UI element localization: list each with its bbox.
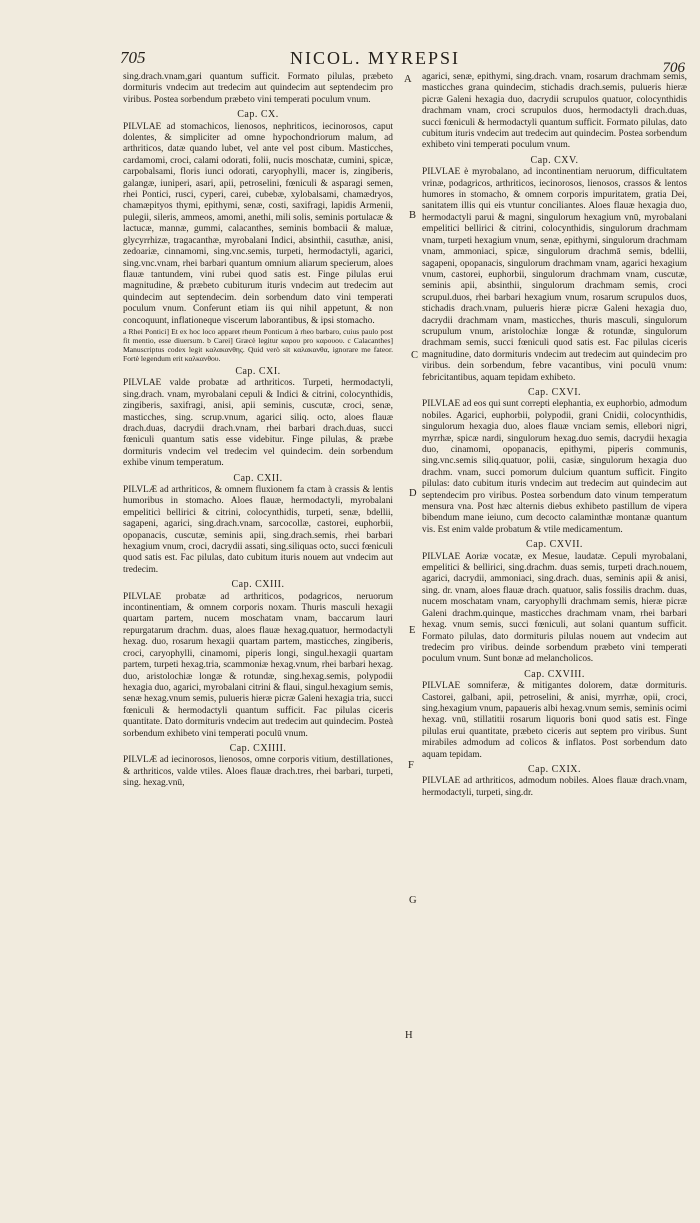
text-paragraph: agarici, senæ, epithymi, sing.drach. vnam, rosarum drachmam semis, masticches grana quindecim, stichadis drach.semis, pulueris hieræ picræ Galeni hexagia duo, dacrydii scrupulos quatuor, colocynthidis drachmam vnam, croci scrupulos duos, hermodactyli drach.duas, succi fœniculi & hermodactyli quantum sufficit. Formato pilulas, dato cubitum ituris vndecim aut tredecim aut quindecim. Postea sorbendum exhibeto vini temperati poculum vnum. (422, 72, 687, 151)
text-paragraph: PILVLÆ ad iecinorosos, lienosos, omne corporis vitium, destillationes, & arthriticos, valde vtiles. Aloes flauæ drach.tres, rhei barbari, turpeti, sing. hexag.vnū, (123, 755, 393, 789)
text-paragraph: PILVLAE Aoriæ vocatæ, ex Mesue, laudatæ. Cepuli myrobalani, empelitici & bellirici, sing.drachm. duas semis, turpeti drach.nouem, agarici, dacrydii, ammoniaci, sing.drach. duas, seminis apii & anisi, sing. dr. vnam, aloes flauæ drach. quatuor, salis fossilis drachm. duas, nucem moschatam vnam, caryophylli drachmam semis, hieræ picræ Galeni drachm.quinque, masticches drachmam vnam, rhei barbari hexag. vnum semis, succi fœniculi, aut solani quantum sufficit. Formato pilulas, dato dormituris pilulas nouem aut vndecim aut tredecim pro viribus. deinde sorbendum præbeto vini temperati poculum vnum. Sunt bonæ ad melancholicos. (422, 551, 687, 665)
page-header (120, 48, 685, 76)
text-paragraph: PILVLAE ad eos qui sunt correpti elephantia, ex euphorbio, admodum nobiles. Agarici, euphorbii, polypodii, grani Cnidii, colocynthidis, singulorum hexagia duo, aloes flauæ vnciam semis, ellebori nigri, myrrhæ, spicæ nardi, singulorum hexag.duo semis, dacrydii hexagia duo, cinamomi, opopanacis, epithymi, piperis communis, sing.vnc.semis siliq.quatuor, polii, casiæ, singulorum hexagia duo drachm. vnam, succi pomorum dulcium quantum sufficit. Fingito pilulas: dato cubitum ituris vndecim aut tredecim aut quindecim aut septendecim pro viribus. Postea sorbendum dato vinum temperatum mensura vna. Post hæc alternis diebus exhibeto pastillum de vipera bibendum mane ieiuno, cum decocto calaminthæ montanæ quantum vis. Est enim valde probatum & vtile medicamentum. (422, 399, 687, 535)
margin-letter-d: D (409, 488, 417, 499)
margin-letter-h: H (405, 1030, 413, 1041)
margin-letter-b: B (409, 210, 417, 221)
text-paragraph: PILVLAE ad arthriticos, admodum nobiles. Aloes flauæ drach.vnam, hermodactyli, turpeti, sing.dr. (422, 776, 687, 798)
right-text-column (422, 72, 687, 799)
margin-letter-e: E (409, 625, 416, 636)
text-paragraph: PILVLAE probatæ ad arthriticos, podagricos, neruorum incontinentiam, & omnem corporis noxam. Thuris masculi hexagii quartam partem, nucem moschatam vnam, baccarum lauri repurgatarum drachm. duas, aloes flauæ hexag.quatuor, hermodactyli hexag. duo, rosarum hexagii quartam partem, masticches, zingiberis, croci, caryophylli, cinamomi, piperis longi, singul.hexagii quartam partem, turpeti hexag.tria, scammoniæ hexag.vnum, rhei barbari hexag. duo, aristolochiæ longæ & rotundæ, sing.hexag.semis, polypodii hexagia duo, agarici, myrobalani citrini & flaui, singul.hexagium semis, senæ hexag.vnum semis, pulueris hieræ picræ Galeni hexagia tria, succi fœniculi & hermodactyli quantum sufficit. Fac pilulas ciceris quantitate. Dato dormituris vndecim aut tredecim aut quindecim. Posteà sorbendum exhibeto vini temperati poculū vnum. (123, 591, 393, 739)
margin-letter-f: F (408, 760, 414, 771)
chapter-heading: Cap. CXIIII. (229, 742, 287, 754)
text-paragraph: PILVLAE è myrobalano, ad incontinentiam neruorum, difficultatem vrinæ, podagricos, arthriticos, iecinorosos, lienosos, crassos & lentos humores in stomacho, & omnem corporis impuritatem, gratia Dei, sanitatem illis qui eis vtuntur conciliantes. Aloes flauæ hexagia duo, hermodactyli parui & magni, singulorum hexagium vnū, myrobalani empelitici bellirici & citrini, colocynthidis, singulorum drachmam vnam, turpeti hexagium vnum, senæ, epithymi, singulorum drachmam vnam, ammoniaci, spicæ, singulorum drachmā semis, bdellii, sagapeni, opopanacis, singulorum drachmam vnam, agarici hexagium vnum, castorei, euphorbii, singulorum drachmam vnam, cuscutæ, seminis apii, absinthii, singulorum drachmam semis, croci scrupul.duos, rhei barbari hexagium vnum, rosarum scrupulos duos, stichadis drach.vnam, pulueris hieræ picræ Galeni hexagia duo, dacrydii drachmam vnam, masticches, thuris masculi, singulorum scrupulum vnum, aristolochiæ longæ & rotundæ, singulorum drachmam semis, succi fœniculi quod satis est. Fac pilulas ciceris magnitudine, dato dormituris vndecim aut tredecim aut quindecim pro viribus. dein sorbendum, febre vacantibus, vini poculū vnum: febricitantibus, aquam tepidam exhibeto. (422, 167, 687, 383)
chapter-heading: Cap. CXII. (233, 472, 283, 484)
chapter-heading: Cap. CXIX. (527, 763, 582, 775)
text-paragraph: PILVLAE valde probatæ ad arthriticos. Turpeti, hermodactyli, sing.drach. vnam, myrobalani cepuli & Indici & citrini, colocynthidis, zingiberis, saxifragi, anisi, apii seminis, cuscutæ, croci, senæ, masticches, sing. scrup.vnum, agarici siliq. octo, aloes flauæ drach.duas, dacrydii drach.vnam, rhei barbari drach.duas, succi fœniculi quantum satis esse videbitur. Finge pilulas, & præbe dormituris vndecim vel tredecim vel quindecim. dein sorbendum exhibe vinum temperatum. (123, 378, 393, 469)
chapter-heading: Cap. CX. (237, 109, 279, 121)
margin-letter-c: C (411, 350, 419, 361)
margin-letter-a: A (404, 74, 412, 85)
text-paragraph: PILVLAE ad stomachicos, lienosos, nephriticos, iecinorosos, caput dolentes, & simpliciter ad omne hypochondriorum malum, ad arthriticos, datæ quando lubet, vel ante vel post cibum. Masticches, cardamomi, croci, calami odorati, folii, nucis moschatæ, cumini, spicæ, carpobalsami, floris iunci odorati, caryophylli, macer is, zingiberis, galangæ, iuniperi, asari, apii, petroselini, fœniculi & asparagi semen, rhei Pontici, rusci, cyperi, carei, cubebæ, xylobalsami, chamædryos, chamæpityos thymi, epithymi, senæ, costi, saxifragi, lapidis Armenii, pulegii, sileris, ammeos, amomi, anethi, mili solis, seminis portulacæ & lactucæ, mannæ, gummi, calacanthes, seminis bombacii & maluæ, glycyrrhizæ, tragacanthæ, myrobalani Indici, absinthii, casuthæ, anisi, zedoariæ, cinnamomi, sing.vnc.semis, turpeti, hermodactyli, agarici, sing.vnc.vnam, rhei barbari quantum omnium aliarum specierum, aloes flauæ tantundem, vini rubei quod satis est. Finge pilulas erui magnitudine, & præbeto cubiturum ituris vndecim aut tredecim aut quindecim aut septendecim. dein sorbendum dato vini temperati poculum vnum. Conferunt etiam iis qui nihil appetunt, & non concoquunt, inflationeque viscerum laborantibus, & ipsi stomacho. (123, 121, 393, 326)
left-text-column (123, 72, 393, 790)
right-page-number: 706 (662, 60, 685, 76)
running-title: NICOL. MYREPSI (290, 48, 461, 68)
text-paragraph: sing.drach.vnam,gari quantum sufficit. Formato pilulas, præbeto dormituris vndecim aut tredecim aut quindecim aut septendecim pro viribus. Postea sorbendum præbeto vini temperati poculum vnum. (123, 72, 393, 105)
margin-letter-g: G (409, 895, 417, 906)
chapter-heading: Cap. CXVI. (527, 386, 582, 398)
chapter-heading: Cap. CXVIII. (524, 668, 585, 680)
chapter-heading: Cap. CXV. (530, 154, 579, 166)
left-page-number: 705 (120, 48, 146, 67)
text-paragraph: PILVLAE somniferæ, & mitigantes dolorem, datæ dormituris. Castorei, galbani, apii, petroselini, & anisi, myrrhæ, opii, croci, sing.hexagium vnum, papaueris albi hexag.vnum semis, seminis ocimi hexag. vnū, stillatitii rosarum liquoris boni quod satis est. Finge pilulas erui quantitate, præbeto ciceris aut septem pro viribus. Sunt mirabiles admodum ad colicos & inflatos. Post sorbendum dato aquam tepidam. (422, 681, 687, 760)
text-paragraph: PILVLÆ ad arthriticos, & omnem fluxionem fa ctam à crassis & lentis humoribus in stomacho. Aloes flauæ, hermodactyli, myrobalani empeliticì bellirici & citrini, colocynthidis, turpeti, senæ, bdellii, sagapeni, agarici, sing.drach.vnam, sarcocollæ, castorei, euphorbii, opopanacis, cuscutæ, seminis apii, sing.drach.semis, rhei barbari hexagium vnum, croci, dacrydii assati, sing.siliquas octo, succi fœniculi quod satis est. Fac pilulas, dato cubitum ituris nouem aut vndecim aut tredecim. (123, 485, 393, 575)
chapter-heading: Cap. CXIII. (231, 579, 285, 591)
chapter-heading: Cap. CXVII. (526, 539, 583, 551)
footnote: a Rhei Pontici] Et ex hoc loco apparet rheum Ponticum à rheo barbaro, cuius paulo post fit mentio, esse diuersum. b Carei] Græcè legitur καρου pro καρουου. c Calacanthes] Manuscriptus codex legit καλακανθης. Quid verò sit καλακανθα, ignorare me fateor. Fortè legendum erit καλκανθου. (123, 326, 393, 363)
chapter-heading: Cap. CXI. (235, 365, 281, 377)
